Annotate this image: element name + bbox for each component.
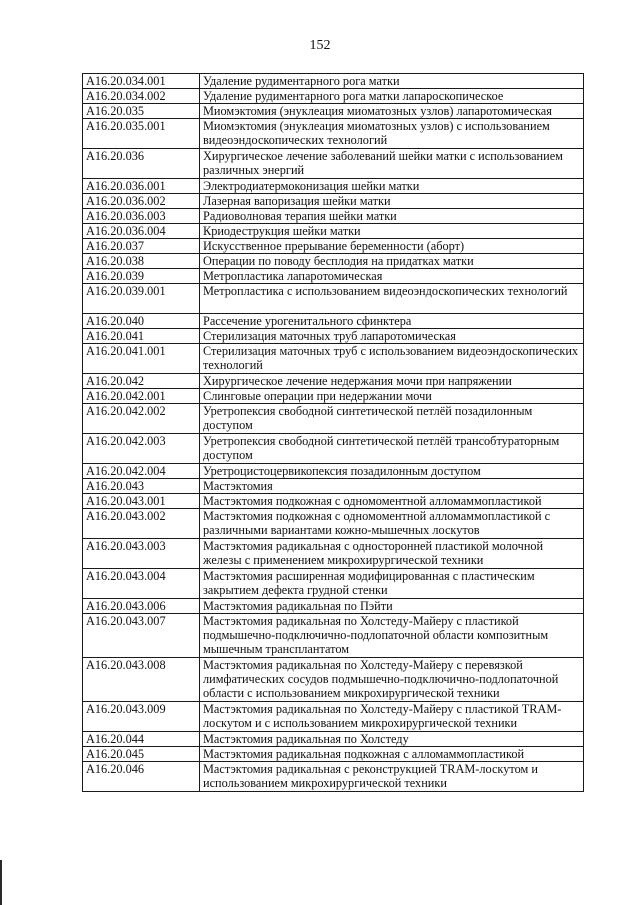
procedure-name-cell: Стерилизация маточных труб лапаротомическая bbox=[200, 329, 584, 344]
table-row bbox=[83, 284, 584, 314]
procedure-name-cell: Радиоволновая терапия шейки матки bbox=[200, 209, 584, 224]
procedure-name-cell: Уретропексия свободной синтетической петлёй трансобтураторным доступом bbox=[200, 434, 584, 464]
procedure-name-cell: Миомэктомия (энуклеация миоматозных узлов) с использованием видеоэндоскопических технологий bbox=[200, 119, 584, 149]
procedure-name-cell: Удаление рудиментарного рога матки лапароскопическое bbox=[200, 89, 584, 104]
procedure-name-cell: Мастэктомия радикальная с реконструкцией TRAM-лоскутом и использованием микрохирургической техники bbox=[200, 762, 584, 792]
procedure-name-cell: Стерилизация маточных труб с использованием видеоэндоскопических технологий bbox=[200, 344, 584, 374]
table-row bbox=[83, 89, 584, 104]
table-row bbox=[83, 389, 584, 404]
procedure-code-cell: A16.20.040 bbox=[83, 314, 200, 329]
table-row bbox=[83, 599, 584, 614]
procedure-code-cell: A16.20.043.008 bbox=[83, 658, 200, 702]
table-row bbox=[83, 74, 584, 89]
table-row bbox=[83, 209, 584, 224]
procedure-code-cell: A16.20.039 bbox=[83, 269, 200, 284]
procedure-code-cell: A16.20.037 bbox=[83, 239, 200, 254]
table-row bbox=[83, 404, 584, 434]
procedure-code-cell: A16.20.041 bbox=[83, 329, 200, 344]
procedure-code-cell: A16.20.041.001 bbox=[83, 344, 200, 374]
procedure-code-cell: A16.20.042.002 bbox=[83, 404, 200, 434]
procedure-code-cell: A16.20.036 bbox=[83, 149, 200, 179]
table-row bbox=[83, 149, 584, 179]
procedure-code-cell: A16.20.036.003 bbox=[83, 209, 200, 224]
table-row bbox=[83, 702, 584, 732]
procedure-code-cell: A16.20.035 bbox=[83, 104, 200, 119]
procedure-code-cell: A16.20.039.001 bbox=[83, 284, 200, 314]
table-row bbox=[83, 479, 584, 494]
procedure-name-cell: Операции по поводу бесплодия на придатках матки bbox=[200, 254, 584, 269]
procedure-code-cell: A16.20.043.006 bbox=[83, 599, 200, 614]
procedure-name-cell: Мастэктомия подкожная с одномоментной алломаммопластикой bbox=[200, 494, 584, 509]
page-number: 152 bbox=[309, 38, 331, 53]
table-row bbox=[83, 614, 584, 658]
table-row bbox=[83, 732, 584, 747]
procedure-name-cell: Криодеструкция шейки матки bbox=[200, 224, 584, 239]
procedure-code-cell: A16.20.043.002 bbox=[83, 509, 200, 539]
table-row bbox=[83, 179, 584, 194]
table-row bbox=[83, 254, 584, 269]
table-row bbox=[83, 344, 584, 374]
table-row bbox=[83, 374, 584, 389]
table-row bbox=[83, 434, 584, 464]
procedure-name-cell: Хирургическое лечение недержания мочи при напряжении bbox=[200, 374, 584, 389]
procedure-code-cell: A16.20.046 bbox=[83, 762, 200, 792]
procedure-code-cell: A16.20.044 bbox=[83, 732, 200, 747]
procedure-name-cell: Удаление рудиментарного рога матки bbox=[200, 74, 584, 89]
procedure-code-cell: A16.20.036.001 bbox=[83, 179, 200, 194]
procedure-code-cell: A16.20.034.002 bbox=[83, 89, 200, 104]
procedure-code-cell: A16.20.034.001 bbox=[83, 74, 200, 89]
procedure-name-cell: Мастэктомия радикальная по Холстеду bbox=[200, 732, 584, 747]
table-row bbox=[83, 224, 584, 239]
procedure-code-cell: A16.20.043.003 bbox=[83, 539, 200, 569]
procedure-name-cell: Уретроцистоцервикопексия позадилонным доступом bbox=[200, 464, 584, 479]
procedure-name-cell: Электродиатермоконизация шейки матки bbox=[200, 179, 584, 194]
procedure-name-cell: Миомэктомия (энуклеация миоматозных узлов) лапаротомическая bbox=[200, 104, 584, 119]
procedure-code-cell: A16.20.043.009 bbox=[83, 702, 200, 732]
procedure-code-cell: A16.20.043.007 bbox=[83, 614, 200, 658]
procedure-code-cell: A16.20.043.001 bbox=[83, 494, 200, 509]
procedure-code-table bbox=[82, 73, 584, 792]
table-row bbox=[83, 239, 584, 254]
procedure-name-cell: Лазерная вапоризация шейки матки bbox=[200, 194, 584, 209]
table-row bbox=[83, 329, 584, 344]
table-row bbox=[83, 314, 584, 329]
procedure-name-cell: Мастэктомия расширенная модифицированная с пластическим закрытием дефекта грудной стенки bbox=[200, 569, 584, 599]
table-row bbox=[83, 569, 584, 599]
table-row bbox=[83, 658, 584, 702]
scan-edge-mark bbox=[0, 860, 2, 905]
table-row bbox=[83, 104, 584, 119]
procedure-name-cell: Метропластика с использованием видеоэндоскопических технологий bbox=[200, 284, 584, 314]
table-row bbox=[83, 269, 584, 284]
procedure-name-cell: Мастэктомия bbox=[200, 479, 584, 494]
procedure-code-cell: A16.20.042.001 bbox=[83, 389, 200, 404]
procedure-name-cell: Мастэктомия подкожная с одномоментной алломаммопластикой с различными вариантами кожно-мышечных лоскутов bbox=[200, 509, 584, 539]
procedure-name-cell: Мастэктомия радикальная по Холстеду-Майеру с пластикой подмышечно-подключично-подлопаточной области композитным мышечным трансплантатом bbox=[200, 614, 584, 658]
procedure-code-cell: A16.20.035.001 bbox=[83, 119, 200, 149]
procedure-name-cell: Искусственное прерывание беременности (аборт) bbox=[200, 239, 584, 254]
procedure-name-cell: Уретропексия свободной синтетической петлёй позадилонным доступом bbox=[200, 404, 584, 434]
procedure-name-cell: Метропластика лапаротомическая bbox=[200, 269, 584, 284]
procedure-name-cell: Рассечение урогенитального сфинктера bbox=[200, 314, 584, 329]
table-row bbox=[83, 119, 584, 149]
table-row bbox=[83, 464, 584, 479]
procedure-name-cell: Мастэктомия радикальная по Холстеду-Майеру с пластикой TRAM-лоскутом и с использованием микрохирургической техники bbox=[200, 702, 584, 732]
procedure-code-cell: A16.20.042.003 bbox=[83, 434, 200, 464]
procedure-code-cell: A16.20.043 bbox=[83, 479, 200, 494]
table-row bbox=[83, 194, 584, 209]
procedure-code-cell: A16.20.042 bbox=[83, 374, 200, 389]
procedure-code-cell: A16.20.045 bbox=[83, 747, 200, 762]
procedure-name-cell: Мастэктомия радикальная подкожная с алломаммопластикой bbox=[200, 747, 584, 762]
procedure-code-cell: A16.20.038 bbox=[83, 254, 200, 269]
procedure-code-cell: A16.20.036.002 bbox=[83, 194, 200, 209]
table-row bbox=[83, 747, 584, 762]
procedure-name-cell: Хирургическое лечение заболеваний шейки матки с использованием различных энергий bbox=[200, 149, 584, 179]
table-row bbox=[83, 762, 584, 792]
procedure-table-body bbox=[83, 74, 584, 792]
procedure-name-cell: Слинговые операции при недержании мочи bbox=[200, 389, 584, 404]
procedure-name-cell: Мастэктомия радикальная по Пэйти bbox=[200, 599, 584, 614]
table-row bbox=[83, 539, 584, 569]
procedure-code-cell: A16.20.036.004 bbox=[83, 224, 200, 239]
procedure-name-cell: Мастэктомия радикальная по Холстеду-Майеру с перевязкой лимфатических сосудов подмышечно-подключично-подлопаточной области с использованием микрохирургической техники bbox=[200, 658, 584, 702]
table-row bbox=[83, 509, 584, 539]
procedure-code-cell: A16.20.043.004 bbox=[83, 569, 200, 599]
table-row bbox=[83, 494, 584, 509]
procedure-name-cell: Мастэктомия радикальная с односторонней пластикой молочной железы с применением микрохирургической техники bbox=[200, 539, 584, 569]
procedure-code-cell: A16.20.042.004 bbox=[83, 464, 200, 479]
